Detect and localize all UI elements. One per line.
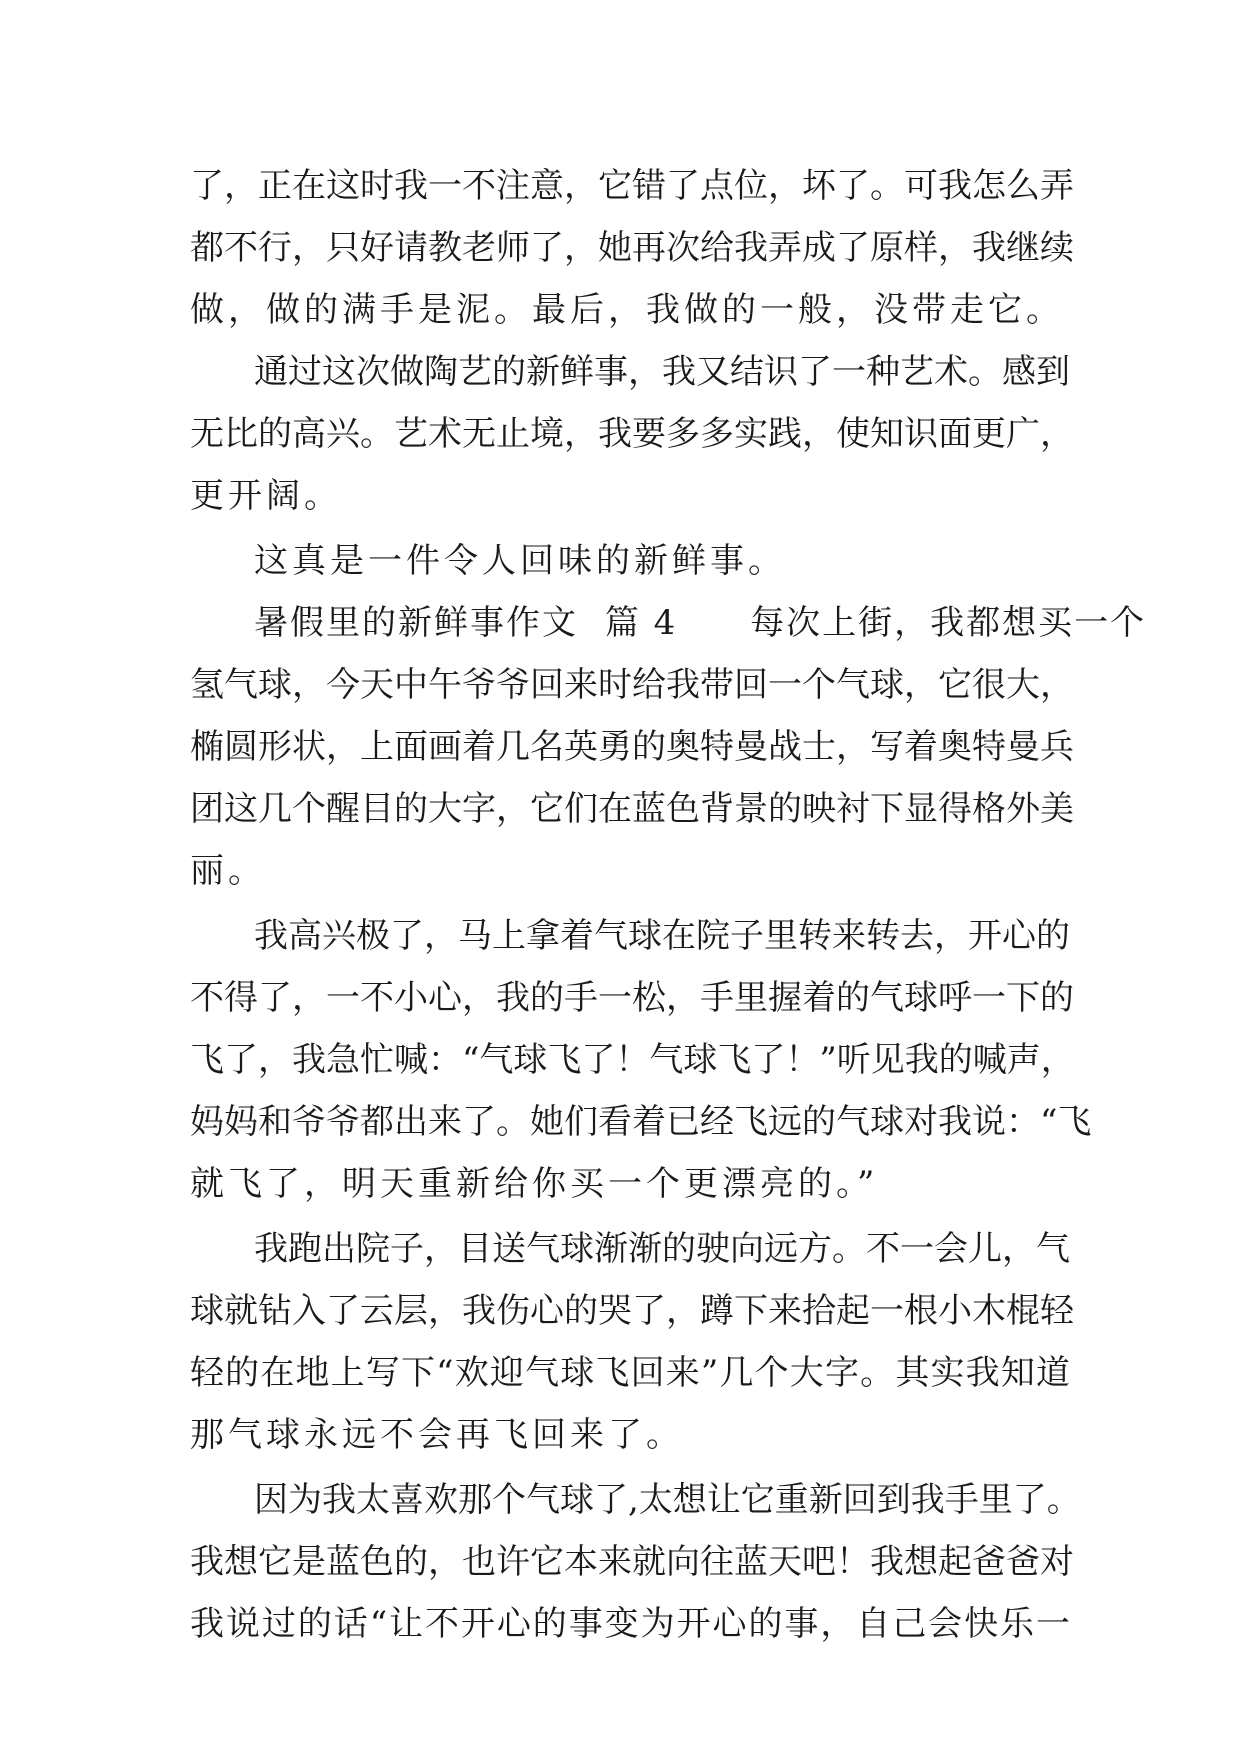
text-line: 椭圆形状，上面画着几名英勇的奥特曼战士，写着奥特曼兵 (190, 727, 1074, 767)
section-title: 暑假里的新鲜事作文 (254, 603, 578, 643)
section-heading-line (254, 592, 1147, 654)
text-line: 氢气球，今天中午爷爷回来时给我带回一个气球，它很大， (190, 665, 1074, 705)
text-line: 无比的高兴。艺术无止境，我要多多实践，使知识面更广， (190, 414, 1074, 454)
text-line: 我说过的话“让不开心的事变为开心的事，自己会快乐一 (190, 1604, 1070, 1644)
text-line: 团这几个醒目的大字，它们在蓝色背景的映衬下显得格外美 (190, 789, 1074, 829)
text-line: 飞了，我急忙喊：“气球飞了！气球飞了！”听见我的喊声， (190, 1040, 1075, 1080)
text-line: 了，正在这时我一不注意，它错了点位，坏了。可我怎么弄 (190, 166, 1074, 206)
text-line: 轻的在地上写下“欢迎气球飞回来”几个大字。其实我知道 (190, 1353, 1070, 1393)
text-line: 妈妈和爷爷都出来了。她们看着已经飞远的气球对我说：“飞 (190, 1102, 1092, 1142)
text-line: 球就钻入了云层，我伤心的哭了，蹲下来拾起一根小木棍轻 (190, 1291, 1074, 1331)
text-line: 更开阔。 (190, 476, 342, 516)
text-line: 那气球永远不会再飞回来了。 (190, 1415, 684, 1455)
section-first-sentence: 每次上街，我都想买一个 (750, 603, 1147, 643)
paragraph-first-line: 通过这次做陶艺的新鲜事，我又结识了一种艺术。感到 (254, 352, 1070, 392)
text-line: 丽。 (190, 851, 266, 891)
text-line: 不得了，一不小心，我的手一松，手里握着的气球呼一下的 (190, 978, 1074, 1018)
section-number: 篇 4 (604, 603, 678, 643)
paragraph-first-line: 这真是一件令人回味的新鲜事。 (254, 541, 786, 581)
text-line: 做，做的满手是泥。最后，我做的一般，没带走它。 (190, 290, 1064, 330)
text-line: 都不行，只好请教老师了，她再次给我弄成了原样，我继续 (190, 228, 1074, 268)
paragraph-first-line: 我跑出院子，目送气球渐渐的驶向远方。不一会儿，气 (254, 1229, 1070, 1269)
paragraph-first-line: 因为我太喜欢那个气球了,太想让它重新回到我手里了。 (254, 1480, 1081, 1520)
paragraph-first-line: 我高兴极了，马上拿着气球在院子里转来转去，开心的 (254, 916, 1070, 956)
text-line: 我想它是蓝色的，也许它本来就向往蓝天吧！我想起爸爸对 (190, 1542, 1074, 1582)
text-line: 就飞了，明天重新给你买一个更漂亮的。” (190, 1164, 879, 1204)
